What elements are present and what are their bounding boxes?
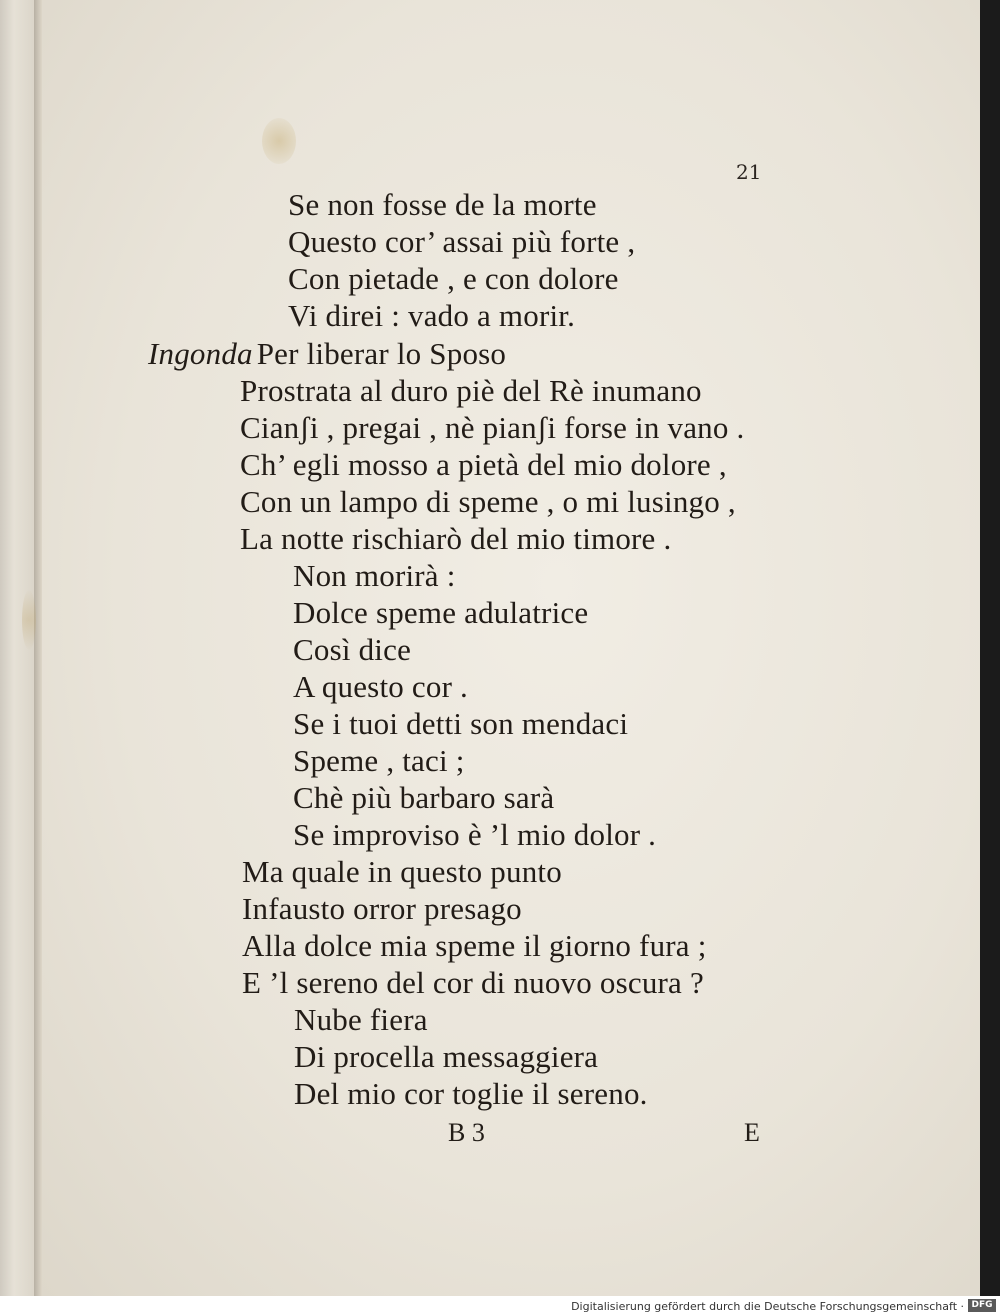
verse-line: Alla dolce mia speme il giorno fura ; [242,928,707,963]
verse-line: Se i tuoi detti son mendaci [293,706,629,741]
verse-line: Con pietade , e con dolore [288,261,619,296]
binding-gutter [34,0,42,1296]
verse-line: Dolce speme adulatrice [293,595,589,630]
verse-line: Del mio cor toglie il sereno. [294,1076,648,1111]
verse-line: Non morirà : [293,558,456,593]
verse-line: Questo cor’ assai più forte , [288,224,636,259]
verse-line: Di procella messaggiera [294,1039,599,1074]
catchword: E [744,1118,760,1147]
verse-line: E ’l sereno del cor di nuovo oscura ? [242,965,704,1000]
speaker-line [148,336,506,372]
verse-line: Con un lampo di speme , o mi lusingo , [240,484,736,519]
verse-line: La notte rischiarò del mio timore . [240,521,672,556]
speaker-name: Ingonda [148,336,253,371]
signature-mark: B 3 [448,1118,485,1147]
verse-line: Ch’ egli mosso a pietà del mio dolore , [240,447,727,482]
verse-line: Se non fosse de la morte [288,187,597,222]
verse-line: Così dice [293,632,412,667]
verse-text: Per liberar lo Sposo [256,336,507,371]
verse-line: Speme , taci ; [293,743,465,778]
verse-line: Ma quale in questo punto [242,854,562,889]
paper-stain [262,118,296,164]
verse-line: Cianʃi , pregai , nè pianʃi forse in vano . [240,410,745,445]
verse-line: Chè più barbaro sarà [293,780,555,815]
dfg-logo-icon: DFG [968,1299,996,1312]
verse-line: Prostrata al duro piè del Rè inumano [240,373,702,408]
page-number: 21 [736,160,762,184]
verse-line: A questo cor . [293,669,468,704]
verse-line: Infausto orror presago [242,891,522,926]
verse-line: Nube fiera [294,1002,428,1037]
scan-border [980,0,1000,1296]
funding-credit: Digitalisierung gefördert durch die Deutsche Forschungsgemeinschaft · [571,1300,964,1313]
paper-stain [22,590,36,650]
verse-line: Se improviso è ’l mio dolor . [293,817,657,852]
verse-line: Vi direi : vado a morir. [288,298,576,333]
